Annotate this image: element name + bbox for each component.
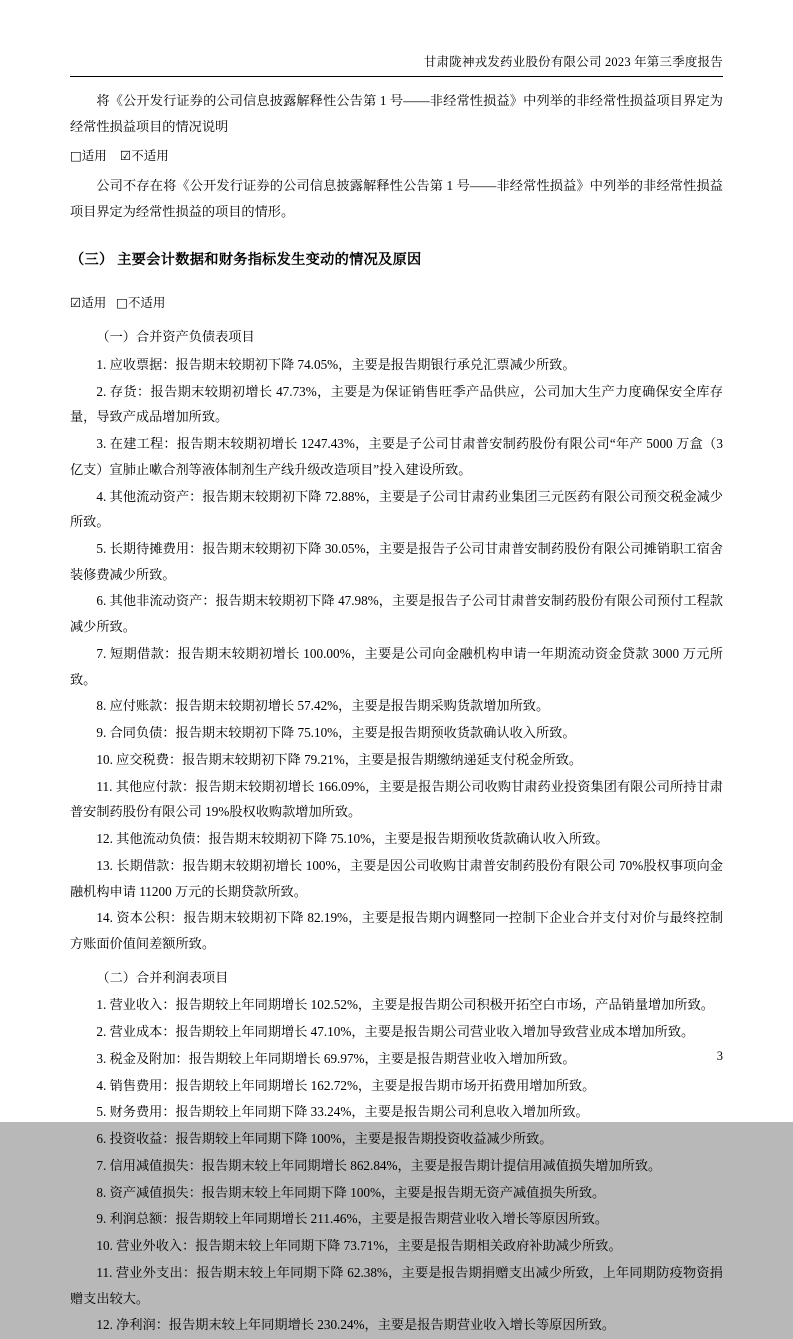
list-item: 7. 短期借款：报告期末较期初增长 100.00%，主要是公司向金融机构申请一年期流动资金贷款 3000 万元所致。: [70, 645, 723, 687]
group2-items: [70, 992, 723, 1338]
list-item: 11. 其他应付款：报告期末较期初增长 166.09%，主要是报告期公司收购甘肃药业投资集团有限公司所持甘肃普安制药股份有限公司 19%股权收购款增加所致。: [70, 778, 723, 820]
list-item: 2. 存货：报告期末较期初增长 47.73%，主要是为保证销售旺季产品供应，公司加大生产力度确保安全库存量，导致产成品增加所致。: [70, 383, 723, 425]
list-item: 1. 应收票据：报告期末较期初下降 74.05%，主要是报告期银行承兑汇票减少所致。: [96, 356, 576, 372]
intro-paragraph: 将《公开发行证券的公司信息披露解释性公告第 1 号——非经常性损益》中列举的非经常性损益项目界定为经常性损益项目的情况说明: [70, 93, 723, 134]
document-content: [70, 88, 723, 1339]
group1-heading: （一）合并资产负债表项目: [96, 329, 255, 345]
group2-heading: （二）合并利润表项目: [96, 969, 229, 985]
list-item: 8. 应付账款：报告期末较期初增长 57.42%，主要是报告期采购货款增加所致。: [96, 698, 550, 714]
header-divider: [70, 76, 723, 77]
list-item: 10. 应交税费：报告期末较期初下降 79.21%，主要是报告期缴纳递延支付税金所致。: [96, 751, 583, 767]
page-number: 3: [716, 1049, 723, 1063]
list-item: 6. 其他非流动资产：报告期末较期初下降 47.98%，主要是报告子公司甘肃普安制药股份有限公司预付工程款减少所致。: [70, 593, 723, 635]
list-item: 6. 投资收益：报告期较上年同期下降 100%，主要是报告期投资收益减少所致。: [96, 1131, 553, 1147]
nonrecurring-checkbox-row: [70, 143, 723, 169]
list-item: 10. 营业外收入：报告期末较上年同期下降 73.71%，主要是报告期相关政府补助减少所致。: [96, 1238, 622, 1254]
list-item: 3. 在建工程：报告期末较期初增长 1247.43%，主要是子公司甘肃普安制药股份有限公司“年产 5000 万盒（3 亿支）宣肺止嗽合剂等液体制剂生产线升级改造项目”投入建设所致。: [70, 436, 723, 477]
section-heading: （三） 主要会计数据和财务指标发生变动的情况及原因: [70, 251, 422, 268]
list-item: 11. 营业外支出：报告期末较上年同期下降 62.38%，主要是报告期捐赠支出减少所致，上年同期防疫物资捐赠支出较大。: [70, 1264, 723, 1306]
list-item: 5. 长期待摊费用：报告期末较期初下降 30.05%，主要是报告子公司甘肃普安制药股份有限公司摊销职工宿舍装修费减少所致。: [70, 540, 723, 582]
section-checkbox-applicable[interactable]: ☑适用: [70, 295, 107, 311]
list-item: 4. 其他流动资产：报告期末较期初下降 72.88%，主要是子公司甘肃药业集团三元医药有限公司预交税金减少所致。: [70, 488, 723, 530]
list-item: 5. 财务费用：报告期较上年同期下降 33.24%，主要是报告期公司利息收入增加所致。: [96, 1104, 589, 1120]
list-item: 1. 营业收入：报告期较上年同期增长 102.52%，主要是报告期公司积极开拓空白市场，产品销量增加所致。: [96, 997, 714, 1013]
list-item: 9. 利润总额：报告期较上年同期增长 211.46%，主要是报告期营业收入增长等原因所致。: [96, 1211, 609, 1227]
list-item: 12. 其他流动负债：报告期末较期初下降 75.10%，主要是报告期预收货款确认收入所致。: [96, 831, 609, 847]
list-item: 3. 税金及附加：报告期较上年同期增长 69.97%，主要是报告期营业收入增加所致。: [96, 1050, 576, 1066]
list-item: 8. 资产减值损失：报告期末较上年同期下降 100%，主要是报告期无资产减值损失所致。: [96, 1184, 606, 1200]
list-item: 9. 合同负债：报告期末较期初下降 75.10%，主要是报告期预收货款确认收入所致。: [96, 725, 576, 741]
list-item: 12. 净利润：报告期末较上年同期增长 230.24%，主要是报告期营业收入增长等原因所致。: [96, 1317, 616, 1333]
list-item: 2. 营业成本：报告期较上年同期增长 47.10%，主要是报告期公司营业收入增加导致营业成本增加所致。: [96, 1024, 695, 1040]
page-header: 甘肃陇神戎发药业股份有限公司 2023 年第三季度报告: [423, 55, 723, 69]
list-item: 13. 长期借款：报告期末较期初增长 100%，主要是因公司收购甘肃普安制药股份有限公司 70%股权事项向金融机构申请 11200 万元的长期贷款所致。: [70, 857, 723, 899]
checkbox-applicable[interactable]: □适用: [70, 148, 107, 164]
nonrecurring-statement: 公司不存在将《公开发行证券的公司信息披露解释性公告第 1 号——非经常性损益》中列举的非经常性损益项目界定为经常性损益的项目的情形。: [70, 178, 723, 219]
section-checkbox-row: [70, 290, 723, 316]
list-item: 7. 信用减值损失：报告期末较上年同期增长 862.84%，主要是报告期计提信用减值损失增加所致。: [96, 1157, 662, 1173]
checkbox-not-applicable[interactable]: ☑不适用: [120, 148, 169, 164]
list-item: 4. 销售费用：报告期较上年同期增长 162.72%，主要是报告期市场开拓费用增加所致。: [96, 1077, 596, 1093]
section-checkbox-not-applicable[interactable]: □不适用: [116, 295, 166, 311]
list-item: 14. 资本公积：报告期末较期初下降 82.19%，主要是报告期内调整同一控制下企业合并支付对价与最终控制方账面价值间差额所致。: [70, 910, 723, 951]
group1-items: [70, 352, 723, 957]
